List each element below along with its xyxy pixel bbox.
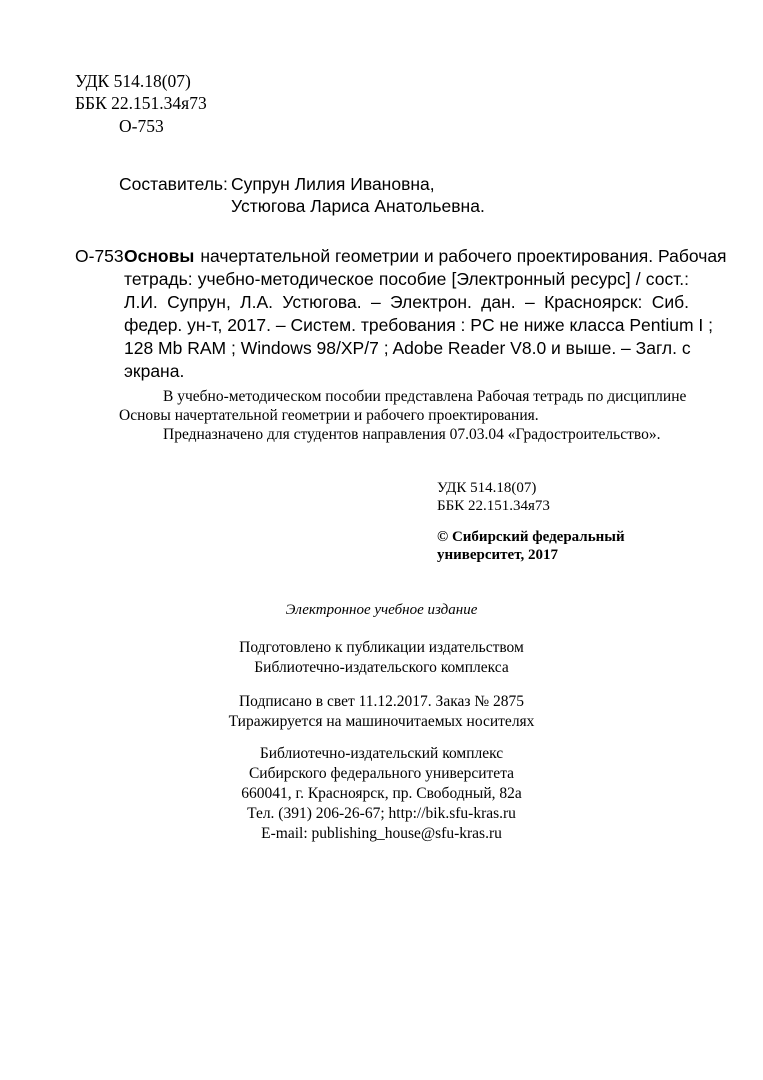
- publisher-line-4: Тел. (391) 206-26-67; http://bik.sfu-kras.ru: [247, 805, 516, 822]
- preparation-block: [0, 638, 763, 678]
- bbk-code: ББК 22.151.34я73: [75, 93, 207, 113]
- preparation-line-2: Библиотечно-издательского комплекса: [254, 659, 509, 676]
- publisher-block: [0, 744, 763, 844]
- publisher-line-1: Библиотечно-издательский комплекс: [259, 745, 504, 762]
- publisher-line-2: Сибирского федерального университета: [248, 765, 515, 782]
- bib-line-4: федер. ун-т, 2017. – Систем. требования : PC не ниже класса Pentium I ;: [124, 315, 713, 335]
- signing-line-2: Тиражируется на машиночитаемых носителях: [228, 713, 535, 730]
- bib-title-bold: Основы: [124, 246, 195, 266]
- compiler-name-1: Супрун Лилия Ивановна,: [231, 174, 435, 194]
- signing-line-1: Подписано в свет 11.12.2017. Заказ № 2875: [238, 693, 525, 710]
- bib-line-6: экрана.: [124, 361, 185, 381]
- bib-line-5: 128 Mb RAM ; Windows 98/XP/7 ; Adobe Reader V8.0 и выше. – Загл. с: [124, 338, 691, 358]
- edition-type: Электронное учебное издание: [285, 602, 478, 618]
- annotation-line-3: Предназначено для студентов направления 07.03.04 «Градостроительство».: [163, 426, 661, 443]
- copyright-line-2: университет, 2017: [437, 547, 558, 563]
- compiler-name-2: Устюгова Лариса Анатольевна.: [231, 196, 485, 216]
- bib-line-2: тетрадь: учебно-методическое пособие [Электронный ресурс] / сост.:: [124, 269, 689, 289]
- bib-line-1: [124, 246, 727, 267]
- copyright-udk: УДК 514.18(07): [437, 480, 537, 496]
- annotation-line-1: В учебно-методическом пособии представлена Рабочая тетрадь по дисциплине: [163, 388, 687, 405]
- publisher-line-3: 660041, г. Красноярск, пр. Свободный, 82а: [241, 785, 522, 802]
- publisher-line-5: E-mail: publishing_house@sfu-kras.ru: [261, 825, 502, 842]
- compilers-label: Составитель:: [119, 174, 228, 194]
- bib-title-rest: начертательной геометрии и рабочего проектирования. Рабочая: [200, 246, 727, 266]
- copyright-line-1: © Сибирский федеральный: [437, 529, 625, 545]
- bib-entry-code: О-753: [75, 246, 124, 266]
- author-mark: О-753: [119, 116, 164, 136]
- udk-code: УДК 514.18(07): [75, 71, 191, 91]
- preparation-line-1: Подготовлено к публикации издательством: [239, 639, 524, 656]
- copyright-bbk: ББК 22.151.34я73: [437, 498, 550, 514]
- signing-block: [0, 692, 763, 732]
- annotation-line-2: Основы начертательной геометрии и рабочего проектирования.: [119, 407, 539, 424]
- bib-line-3: Л.И. Супрун, Л.А. Устюгова. – Электрон. дан. – Красноярск: Сиб.: [124, 292, 689, 312]
